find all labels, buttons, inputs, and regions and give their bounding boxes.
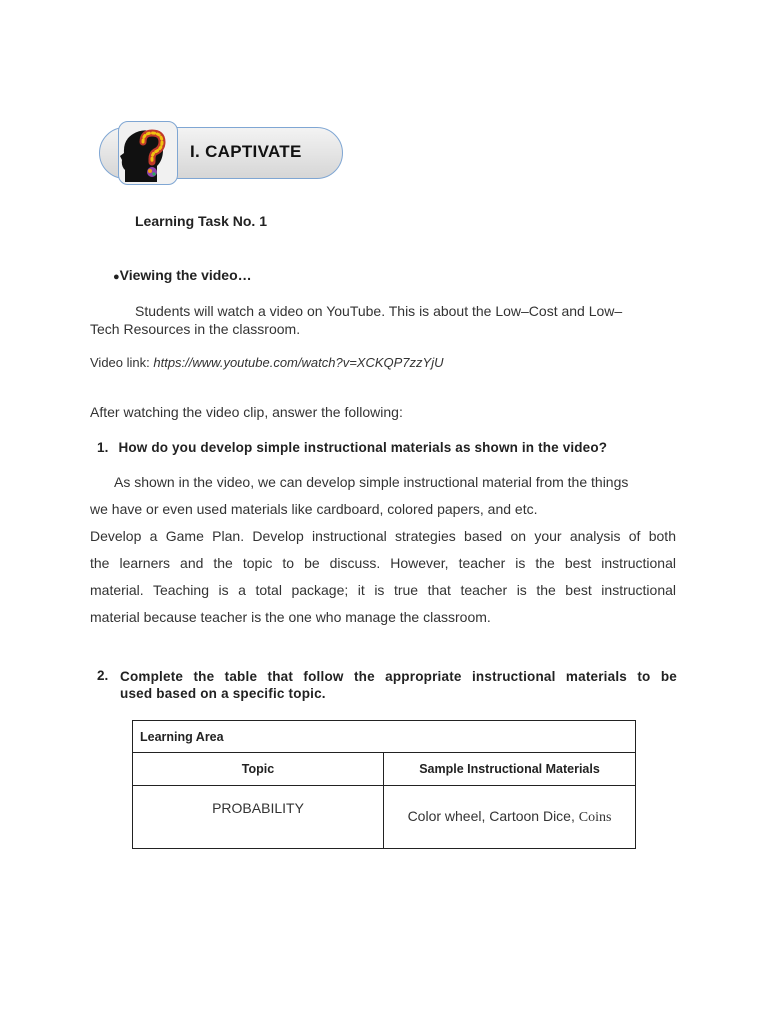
intro-line-1: Students will watch a video on YouTube. This is about the Low–Cost and Low– [135, 303, 623, 319]
topic-cell: PROBABILITY [133, 786, 384, 849]
table-row [133, 721, 636, 753]
section-banner [99, 121, 343, 185]
question-2-number: 2. [97, 668, 109, 683]
materials-tail: Coins [578, 810, 612, 825]
column-header-materials: Sample Instructional Materials [384, 753, 636, 786]
viewing-heading-text: Viewing the video… [119, 267, 252, 283]
materials-cell [384, 786, 636, 849]
table-row [133, 753, 636, 786]
answer-1-line: material because teacher is the one who manage the classroom. [90, 609, 491, 625]
answer-1 [90, 469, 676, 631]
task-title: Learning Task No. 1 [135, 213, 267, 229]
table-row [133, 786, 636, 849]
viewing-heading [113, 267, 252, 283]
column-header-topic: Topic [133, 753, 384, 786]
instructions: After watching the video clip, answer the following: [90, 404, 403, 420]
video-link-url[interactable]: https://www.youtube.com/watch?v=XCKQP7zzYjU [153, 355, 444, 370]
materials-table [132, 720, 636, 849]
question-2-line-1: Complete the table that follow the appropriate instructional materials to be [120, 669, 677, 684]
answer-1-line: As shown in the video, we can develop simple instructional material from the things [114, 474, 629, 490]
intro-line-2: Tech Resources in the classroom. [90, 321, 301, 337]
answer-1-line: material. Teaching is a total package; it is true that teacher is the best instructional [90, 582, 676, 598]
banner-title: I. CAPTIVATE [190, 142, 302, 161]
question-1-number: 1. [97, 440, 109, 455]
answer-1-line: the learners and the topic to be discuss. However, teacher is the best instructional [90, 555, 676, 571]
question-1 [97, 440, 607, 455]
video-link-row [90, 355, 443, 370]
bullet-icon: ● [113, 271, 120, 283]
question-head-icon [118, 121, 178, 185]
learning-area-header: Learning Area [133, 721, 636, 753]
materials-text: Color wheel, Cartoon Dice, [407, 808, 575, 824]
question-1-text: How do you develop simple instructional materials as shown in the video? [118, 440, 608, 455]
question-2-line-2: used based on a specific topic. [120, 686, 326, 701]
video-link-label: Video link: [90, 355, 150, 370]
answer-1-line: we have or even used materials like cardboard, colored papers, and etc. [90, 501, 538, 517]
answer-1-line: Develop a Game Plan. Develop instructional strategies based on your analysis of both [90, 528, 676, 544]
